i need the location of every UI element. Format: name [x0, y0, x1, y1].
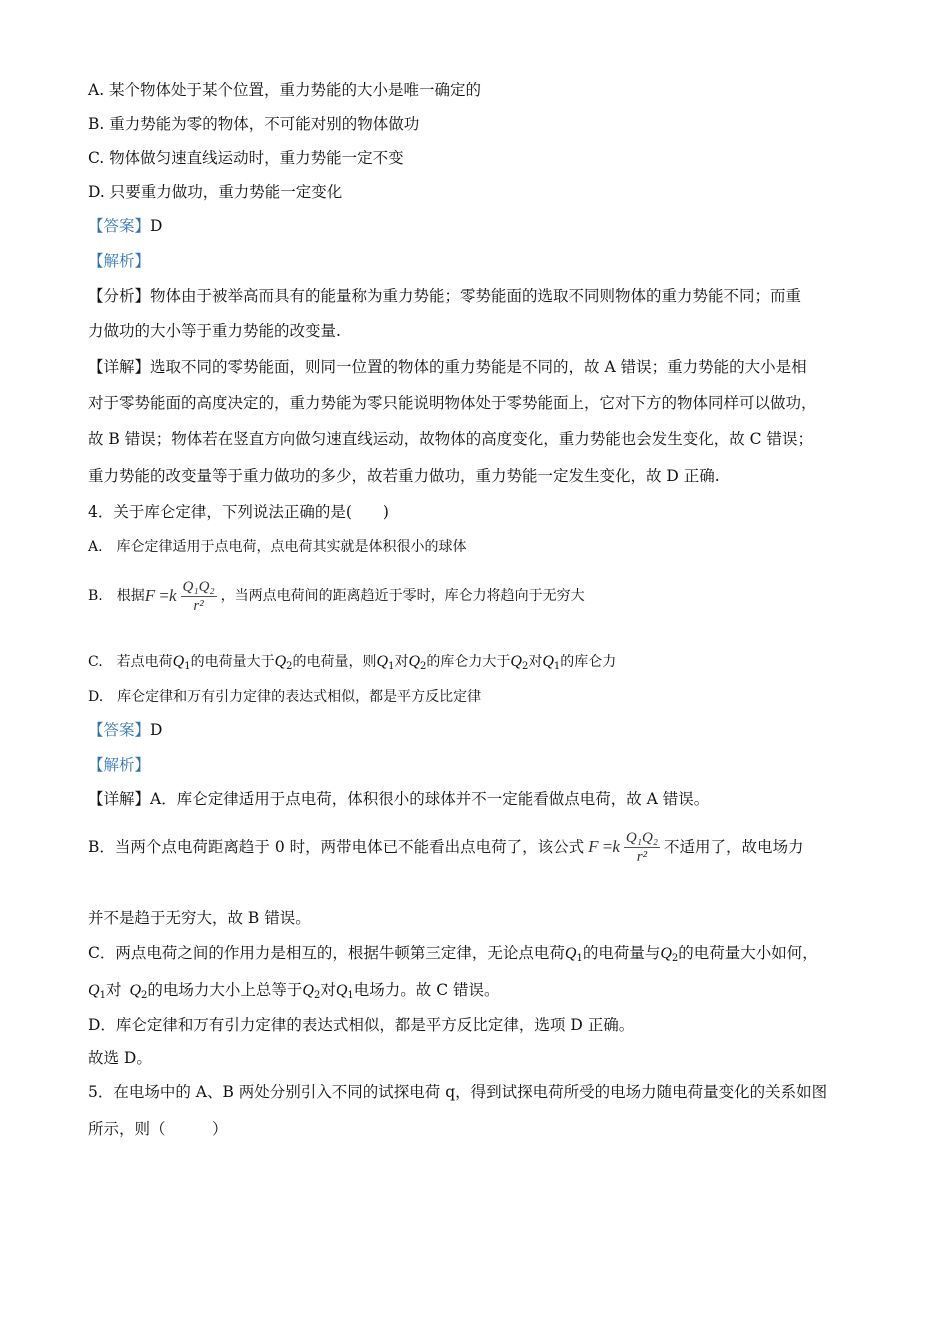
answer-value: D	[150, 721, 163, 739]
text: 对	[394, 654, 409, 670]
q-symbol: Q	[510, 653, 522, 670]
formula-fraction	[181, 578, 217, 615]
coulomb-formula	[145, 578, 221, 615]
q5-stem-line-2: 所示，则（ ）	[88, 1120, 228, 1138]
q4-explain-b-line-1	[88, 823, 804, 871]
formula-denominator: r²	[636, 848, 648, 865]
text: 不适用了，故电场力	[664, 838, 804, 856]
q-symbol: Q	[564, 945, 577, 962]
subscript: 2	[671, 953, 679, 964]
text: 的电场力大小上总等于	[147, 981, 303, 999]
q3-option-c: C. 物体做匀速直线运动时，重力势能一定不变	[88, 149, 404, 167]
subscript: 2	[141, 990, 148, 1001]
q4-xiangjie-a	[88, 788, 709, 810]
q4-option-b	[88, 572, 585, 620]
answer-tag: 【答案】	[88, 217, 151, 235]
q3-xiangjie-line-3: 故 B 错误；物体若在竖直方向做匀速直线运动，故物体的高度变化，重力势能也会发生变化，故 C 错误；	[88, 430, 813, 448]
text: 的电荷量与	[582, 944, 661, 962]
xiangjie-tag: 【详解】	[88, 790, 151, 808]
formula-f: F	[144, 586, 156, 605]
fenxi-text: 物体由于被举高而具有的能量称为重力势能；零势能面的选取不同则物体的重力势能不同；而重	[150, 287, 802, 305]
q4-jiexi-tag: 【解析】	[88, 756, 151, 774]
formula-numerator: Q₁Q₂	[625, 829, 658, 846]
q4-stem: 4．关于库仑定律，下列说法正确的是( )	[88, 503, 389, 521]
text: 电场力。故 C 错误。	[353, 981, 500, 999]
q3-fenxi-line-2: 力做功的大小等于重力势能的改变量.	[88, 322, 341, 340]
q3-answer	[88, 215, 162, 237]
option-b-prefix: B. 根据	[88, 588, 145, 604]
subscript: 1	[347, 990, 354, 1001]
q3-xiangjie-line-2: 对于零势能面的高度决定的，重力势能为零只能说明物体处于零势能面上，它对下方的物体同样可以做功，	[88, 394, 817, 412]
answer-tag: 【答案】	[88, 721, 151, 739]
q4-option-a: A. 库仑定律适用于点电荷，点电荷其实就是体积很小的球体	[88, 539, 467, 555]
formula-eq: =	[159, 586, 169, 605]
subscript: 2	[286, 661, 293, 672]
subscript: 2	[313, 990, 321, 1001]
formula-k: k	[612, 837, 620, 856]
answer-value: D	[150, 217, 163, 235]
xiangjie-text: A．库仑定律适用于点电荷，体积很小的球体并不一定能看做点电荷，故 A 错误。	[150, 790, 710, 808]
text: 的电荷量大于	[190, 654, 275, 670]
q-symbol: Q	[302, 982, 314, 999]
formula-fraction	[624, 829, 660, 866]
q3-jiexi-tag: 【解析】	[88, 252, 151, 270]
q-symbol: Q	[542, 653, 554, 670]
text: 对	[320, 981, 336, 999]
formula-denominator: r²	[193, 597, 204, 614]
q4-option-c	[88, 651, 616, 678]
text: C. 若点电荷	[88, 654, 173, 670]
subscript: 1	[388, 661, 395, 672]
formula-numerator: Q₁Q₂	[182, 578, 215, 595]
q4-explain-d: D．库仑定律和万有引力定律的表达式相似，都是平方反比定律，选项 D 正确。	[88, 1016, 635, 1034]
formula-k: k	[168, 586, 177, 605]
q3-xiangjie-line-1	[88, 356, 807, 378]
q-symbol: Q	[129, 982, 142, 999]
q-symbol: Q	[172, 653, 185, 670]
q-symbol: Q	[88, 982, 100, 999]
q3-option-a: A. 某个物体处于某个位置，重力势能的大小是唯一确定的	[88, 81, 482, 99]
text: 对	[528, 654, 543, 670]
subscript: 1	[184, 661, 191, 672]
xiangjie-text: 选取不同的零势能面，则同一位置的物体的重力势能是不同的，故 A 错误；重力势能的大小是相	[150, 358, 807, 376]
q4-conclusion: 故选 D。	[88, 1049, 152, 1067]
text: 的电荷量，则	[292, 654, 377, 670]
subscript: 1	[576, 953, 583, 964]
subscript: 2	[420, 661, 427, 672]
fenxi-tag: 【分析】	[88, 287, 151, 305]
q4-explain-c-line-1	[88, 942, 818, 970]
subscript: 1	[553, 661, 561, 672]
subscript: 2	[521, 661, 529, 672]
q-symbol: Q	[660, 945, 672, 962]
coulomb-formula-2	[588, 829, 664, 866]
xiangjie-tag: 【详解】	[88, 358, 151, 376]
q4-answer	[88, 719, 162, 741]
q4-explain-b-line-2: 并不是趋于无穷大，故 B 错误。	[88, 909, 311, 927]
text: 的库仑力大于	[426, 654, 511, 670]
text: B．当两个点电荷距离趋于 0 时，两带电体已不能看出点电荷了，该公式	[88, 838, 585, 856]
q3-fenxi-line-1	[88, 285, 801, 307]
formula-f: F	[588, 837, 599, 856]
q4-option-d: D. 库仑定律和万有引力定律的表达式相似，都是平方反比定律	[88, 689, 482, 705]
text: 的库仑力	[560, 654, 617, 670]
subscript: 1	[99, 990, 106, 1001]
text: 对	[105, 981, 122, 999]
q4-explain-c-line-2	[88, 979, 500, 1007]
formula-eq: =	[602, 837, 613, 856]
option-b-suffix: ，当两点电荷间的距离趋近于零时，库仑力将趋向于无穷大	[220, 588, 585, 604]
q3-option-d: D. 只要重力做功，重力势能一定变化	[88, 183, 343, 201]
q5-stem-line-1: 5．在电场中的 A、B 两处分别引入不同的试探电荷 q，得到试探电荷所受的电场力随电荷量变化的关系如图	[88, 1083, 828, 1101]
q-symbol: Q	[376, 653, 389, 670]
q-symbol: Q	[274, 653, 287, 670]
q3-xiangjie-line-4: 重力势能的改变量等于重力做功的多少，故若重力做功，重力势能一定发生变化，故 D 正确.	[88, 467, 720, 485]
q3-option-b: B. 重力势能为零的物体，不可能对别的物体做功	[88, 115, 420, 133]
q-symbol: Q	[408, 653, 421, 670]
text: C．两点电荷之间的作用力是相互的，根据牛顿第三定律，无论点电荷	[88, 944, 565, 962]
text: 的电荷量大小如何，	[678, 944, 818, 962]
q-symbol: Q	[335, 982, 348, 999]
